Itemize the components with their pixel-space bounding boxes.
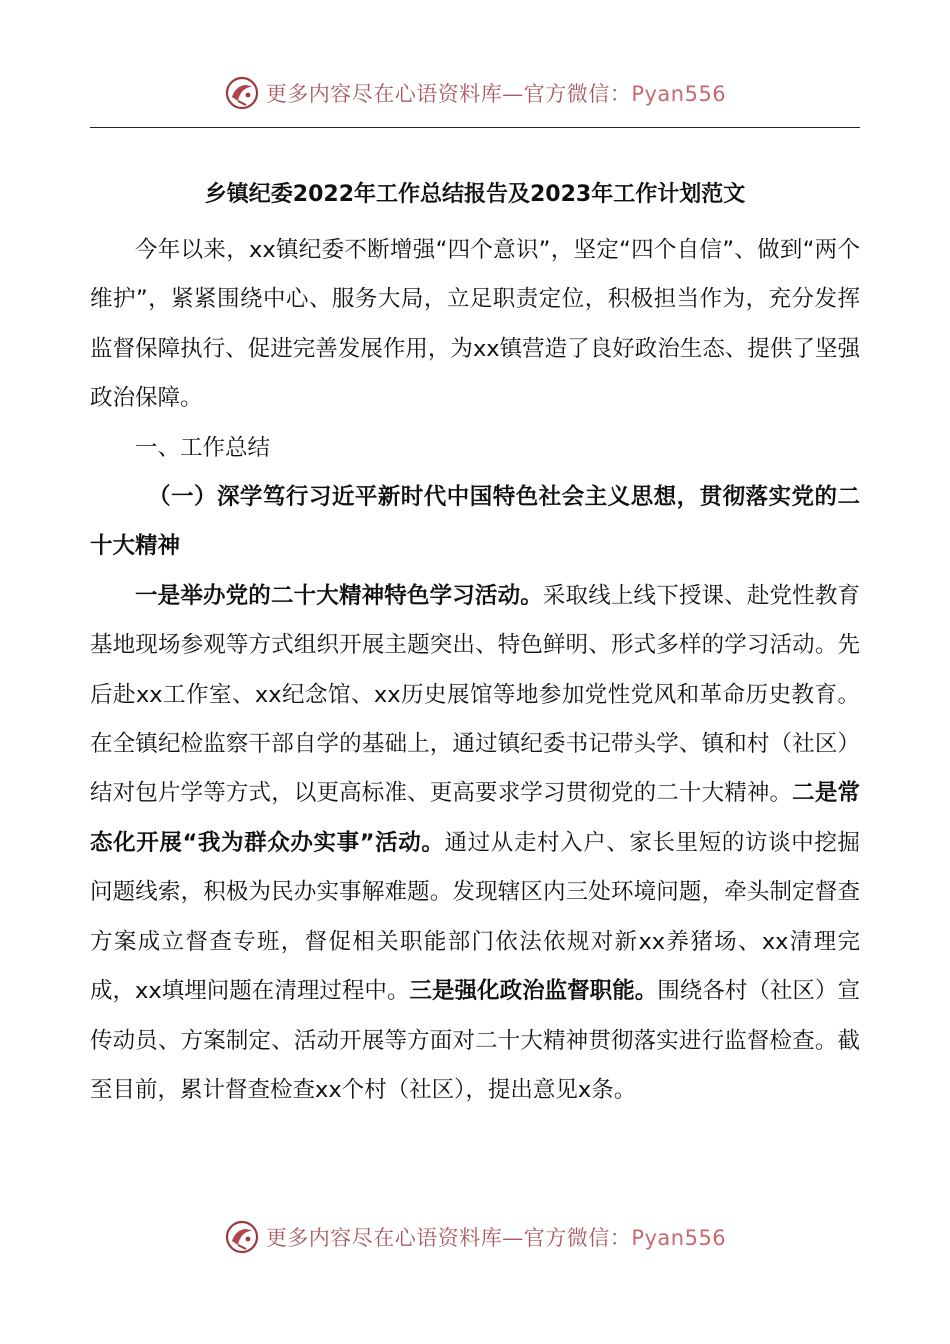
brand-logo-icon (224, 1219, 260, 1255)
banner-slogan: 更多内容尽在心语资料库—官方微信： (265, 82, 632, 106)
header-watermark-banner (0, 68, 950, 118)
point1-lead: 一是举办党的二十大精神特色学习活动。 (135, 582, 543, 609)
banner-slogan: 更多内容尽在心语资料库—官方微信： (265, 1226, 632, 1250)
intro-paragraph: 今年以来，xx镇纪委不断增强“四个意识”，坚定“四个自信”、做到“两个维护”，紧紧围绕中心、服务大局，立足职责定位，积极担当作为，充分发挥监督保障执行、促进完善发展作用，为xx镇营造了良好政治生态、提供了坚强政治保障。 (90, 237, 860, 412)
point3-lead: 三是强化政治监督职能。 (409, 978, 658, 1005)
wechat-id: Pyan556 (631, 82, 727, 106)
banner-text (266, 78, 726, 108)
header-divider (90, 127, 860, 128)
document-title: 乡镇纪委2022年工作总结报告及2023年工作计划范文 (204, 182, 746, 207)
point1-body: 采取线上线下授课、赴党性教育基地现场参观等方式组织开展主题突出、特色鲜明、形式多样的学习活动。先后赴xx工作室、xx纪念馆、xx历史展馆等地参加党性党风和革命历史教育。在全镇纪检监察干部自学的基础上，通过镇纪委书记带头学、镇和村（社区）结对包片学等方式，以更高标准、更高要求学习贯彻党的二十大精神。 (90, 582, 860, 807)
point3-body: 围绕各村（社区）宣传动员、方案制定、活动开展等方面对二十大精神贯彻落实进行监督检查。截至目前，累计督查检查xx个村（社区），提出意见x条。 (90, 978, 860, 1103)
point2-lead: 二是常态化开展“我为群众办实事”活动。 (90, 780, 860, 856)
banner-text (266, 1222, 726, 1252)
section-heading: 一、工作总结 (135, 434, 271, 461)
wechat-id: Pyan556 (631, 1226, 727, 1250)
work-points-paragraph (90, 572, 860, 1115)
brand-logo-icon (224, 75, 260, 111)
footer-watermark-banner (0, 1212, 950, 1262)
document-body (90, 172, 860, 1115)
point2-body: 通过从走村入户、家长里短的访谈中挖掘问题线索，积极为民办实事解难题。发现辖区内三处环境问题，牵头制定督查方案成立督查专班，督促相关职能部门依法依规对新xx养猪场、xx清理完成，xx填埋问题在清理过程中。 (90, 829, 860, 1005)
subsection-heading: （一）深学笃行习近平新时代中国特色社会主义思想，贯彻落实党的二十大精神 (90, 484, 860, 560)
